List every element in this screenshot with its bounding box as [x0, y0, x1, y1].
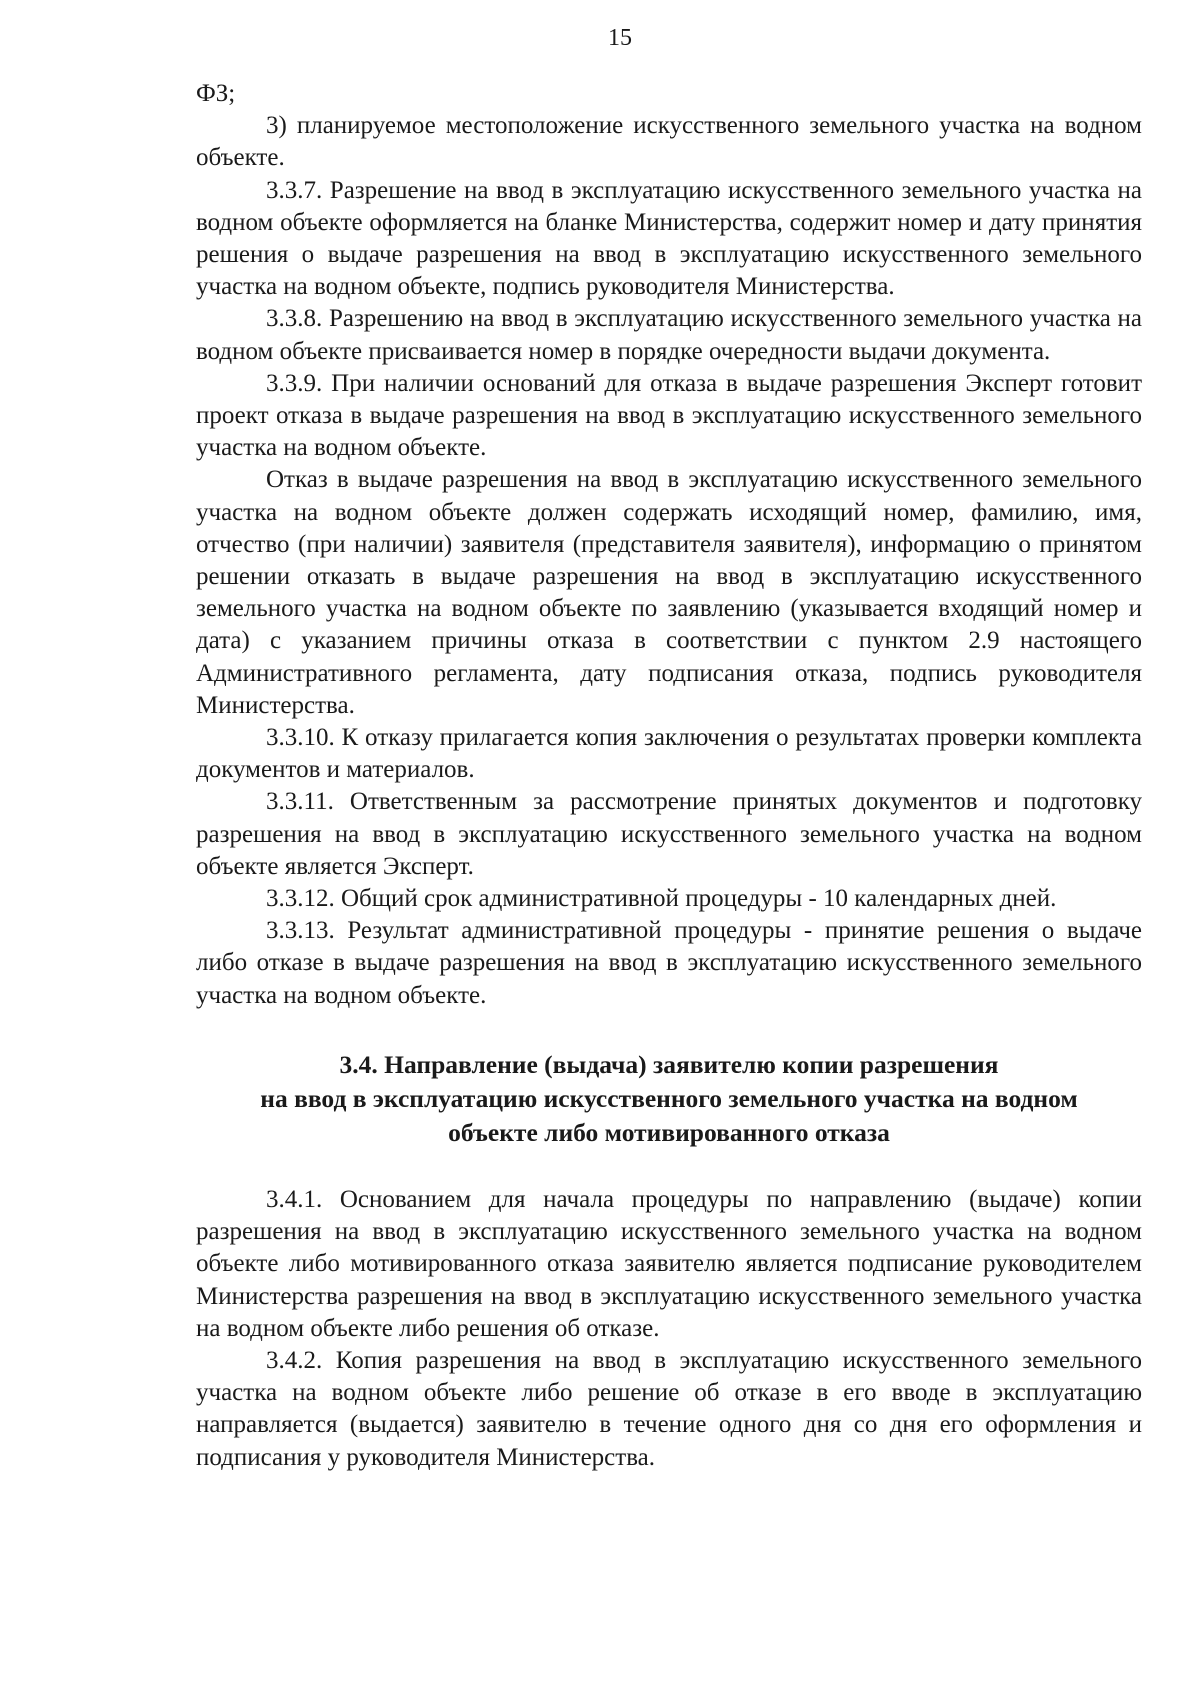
section-heading: [196, 1048, 1142, 1150]
paragraph: 3) планируемое местоположение искусственного земельного участка на водном объекте.: [196, 112, 1142, 172]
paragraph-3-3-8: 3.3.8. Разрешению на ввод в эксплуатацию искусственного земельного участка на водном объекте присваивается номер в порядке очередности выдачи документа.: [196, 305, 1142, 365]
section-heading-line: объекте либо мотивированного отказа: [448, 1117, 890, 1147]
page-number: 15: [608, 25, 632, 51]
paragraph-3-3-7: 3.3.7. Разрешение на ввод в эксплуатацию искусственного земельного участка на водном объекте оформляется на бланке Министерства, содержит номер и дату принятия решения о выдаче разрешения на ввод в эксплуатацию искусственного земельного участка на водном объекте, подпись руководителя Министерства.: [196, 176, 1142, 301]
paragraph-3-4-2: 3.4.2. Копия разрешения на ввод в эксплуатацию искусственного земельного участка на водном объекте либо решение об отказе в его вводе в эксплуатацию направляется (выдается) заявителю в течение одного дня со дня его оформления и подписания у руководителя Министерства.: [196, 1346, 1142, 1471]
section-heading-line: 3.4. Направление (выдача) заявителю копии разрешения: [339, 1049, 999, 1079]
paragraph: ФЗ;: [196, 80, 236, 107]
paragraph-3-4-1: 3.4.1. Основанием для начала процедуры по направлению (выдаче) копии разрешения на ввод в эксплуатацию искусственного земельного участка на водном объекте либо мотивированного отказа заявителю является подписание руководителем Министерства разрешения на ввод в эксплуатацию искусственного земельного участка на водном объекте либо решения об отказе.: [196, 1185, 1142, 1342]
paragraph-3-3-12: 3.3.12. Общий срок административной процедуры - 10 календарных дней.: [266, 885, 1057, 913]
paragraph-3-3-9: 3.3.9. При наличии оснований для отказа в выдаче разрешения Эксперт готовит проект отказа в выдаче разрешения на ввод в эксплуатацию искусственного земельного участка на водном объекте.: [196, 369, 1142, 462]
paragraph-3-3-13: 3.3.13. Результат административной процедуры - принятие решения о выдаче либо отказе в выдаче разрешения на ввод в эксплуатацию искусственного земельного участка на водном объекте.: [196, 917, 1142, 1009]
document-body: [196, 78, 1142, 1474]
section-heading-line: на ввод в эксплуатацию искусственного земельного участка на водном: [260, 1083, 1078, 1113]
paragraph-refusal-content: Отказ в выдаче разрешения на ввод в эксплуатацию искусственного земельного участка на водном объекте должен содержать исходящий номер, фамилию, имя, отчество (при наличии) заявителя (представителя заявителя), информацию о принятом решении отказать в выдаче разрешения на ввод в эксплуатацию искусственного земельного участка на водном объекте по заявлению (указывается входящий номер и дата) с указанием причины отказа в соответствии с пунктом 2.9 настоящего Административного регламента, дату подписания отказа, подпись руководителя Министерства.: [196, 466, 1142, 719]
paragraph-3-3-11: 3.3.11. Ответственным за рассмотрение принятых документов и подготовку разрешения на ввод в эксплуатацию искусственного земельного участка на водном объекте является Эксперт.: [196, 788, 1142, 880]
paragraph-3-3-10: 3.3.10. К отказу прилагается копия заключения о результатах проверки комплекта документов и материалов.: [196, 724, 1142, 784]
